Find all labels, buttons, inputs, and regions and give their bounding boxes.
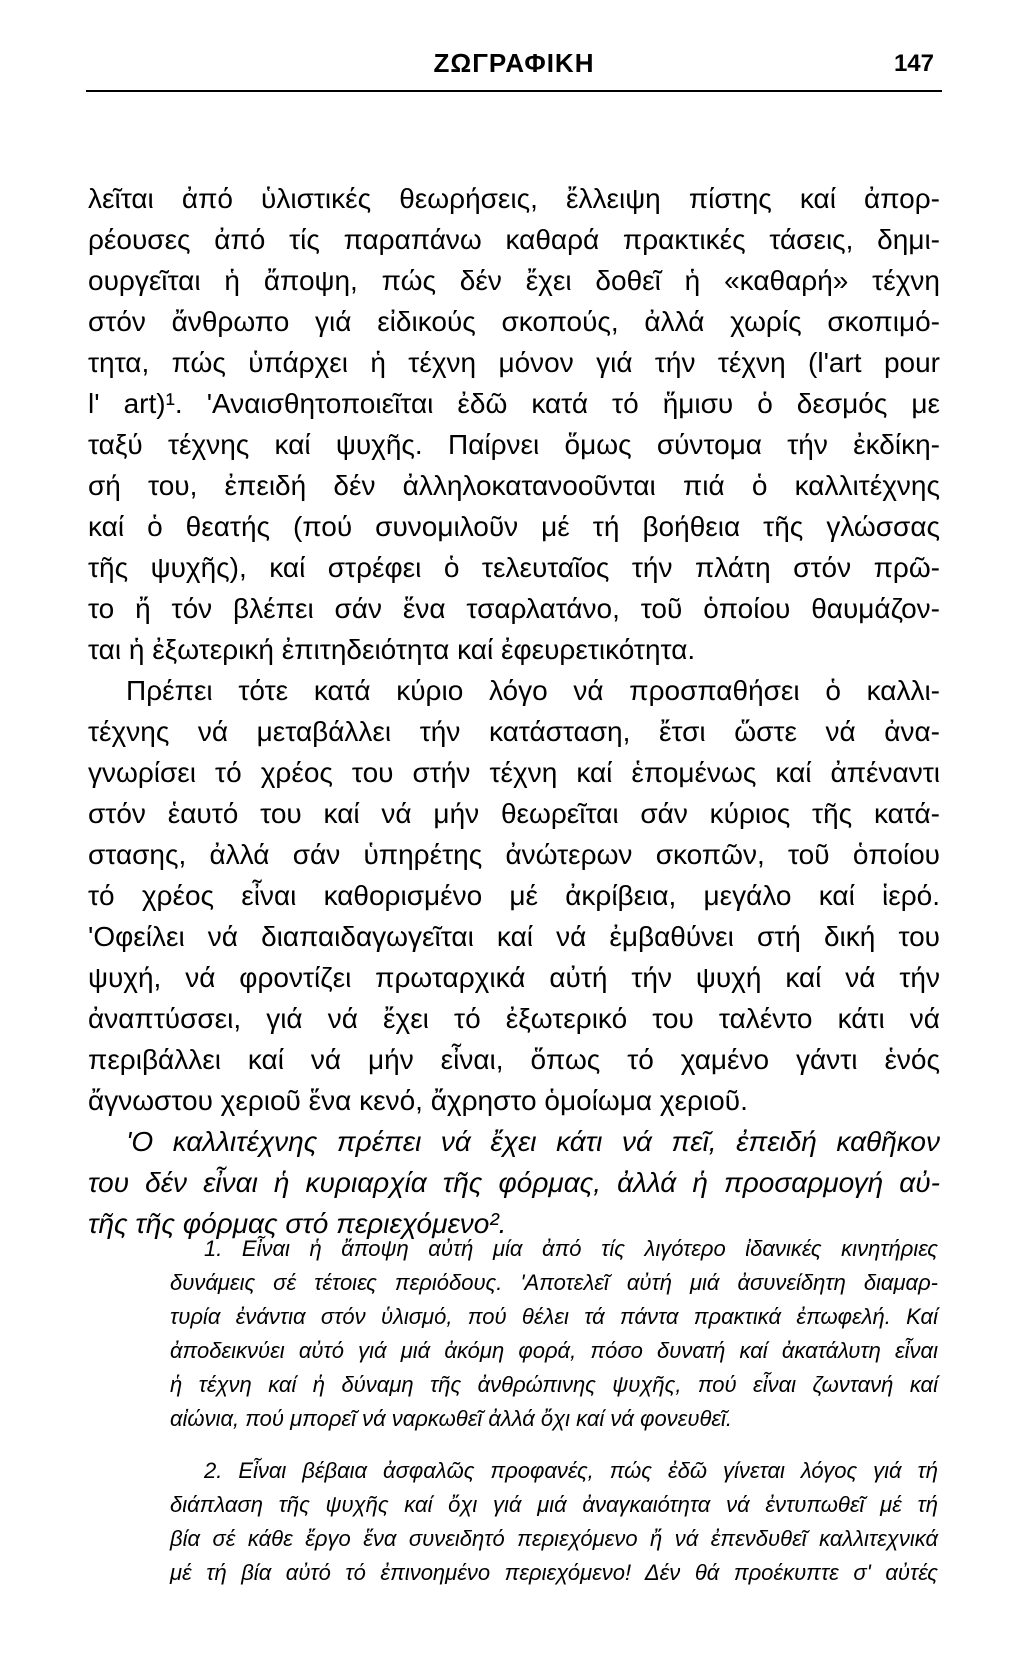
- text-line: τῆς τῆς φόρμας στό περιεχόμενο².: [88, 1208, 507, 1239]
- page-header: [88, 44, 940, 88]
- text-line: ψυχή, νά φροντίζει πρωταρχικά αὐτή τήν ψυχή καί νά τήν: [88, 962, 940, 993]
- text-line: l' art)¹. 'Αναισθητοποιεῖται ἐδῶ κατά τό ἥμισυ ὁ δεσμός με: [88, 388, 940, 419]
- text-line: το ἤ τόν βλέπει σάν ἕνα τσαρλατάνο, τοῦ ὁποίου θαυμάζον-: [88, 593, 940, 624]
- text-line: ἀναπτύσσει, γιά νά ἔχει τό ἐξωτερικό του ταλέντο κάτι νά: [88, 1003, 940, 1034]
- footnote-line: ἀποδεικνύει αὐτό γιά μιά ἀκόμη φορά, πόσο δυνατή καί ἀκατάλυτη εἶναι: [170, 1338, 938, 1363]
- page-number: 147: [893, 50, 934, 77]
- text-line: γνωρίσει τό χρέος του στήν τέχνη καί ἑπομένως καί ἀπέναντι: [88, 757, 940, 788]
- text-line: καί ὁ θεατής (πού συνομιλοῦν μέ τή βοήθεια τῆς γλώσσας: [88, 511, 940, 542]
- footnote-line: μέ τή βία αὐτό τό ἐπινοημένο περιεχόμενο! Δέν θά προέκυπτε σ' αὐτές: [170, 1560, 938, 1585]
- footnote-line: τυρία ἐνάντια στόν ὑλισμό, πού θέλει τά πάντα πρακτικά ἐπωφελή. Καί: [170, 1304, 938, 1329]
- text-line: του δέν εἶναι ἡ κυριαρχία τῆς φόρμας, ἀλλά ἡ προσαρμογή αὐ-: [88, 1167, 940, 1198]
- text-line: 'Ο καλλιτέχνης πρέπει νά ἔχει κάτι νά πεῖ, ἐπειδή καθῆκον: [126, 1126, 940, 1157]
- text-line: ταξύ τέχνης καί ψυχῆς. Παίρνει ὅμως σύντομα τήν ἐκδίκη-: [88, 429, 940, 460]
- text-line: τέχνης νά μεταβάλλει τήν κατάσταση, ἔτσι ὥστε νά ἀνα-: [88, 716, 940, 747]
- footnote-1: [170, 1232, 938, 1436]
- footnote-line: διάπλαση τῆς ψυχῆς καί ὄχι γιά μιά ἀναγκαιότητα νά ἐντυπωθεῖ μέ τή: [170, 1492, 938, 1517]
- footnote-line: ἡ τέχνη καί ἡ δύναμη τῆς ἀνθρώπινης ψυχῆς, πού εἶναι ζωντανή καί: [170, 1372, 938, 1397]
- text-line: τῆς ψυχῆς), καί στρέφει ὁ τελευταῖος τήν πλάτη στόν πρῶ-: [88, 552, 940, 583]
- running-title: ΖΩΓΡΑΦΙΚΗ: [433, 48, 595, 78]
- footnote-line: βία σέ κάθε ἔργο ἕνα συνειδητό περιεχόμενο ἤ νά ἐπενδυθεῖ καλλιτεχνικά: [170, 1526, 938, 1551]
- text-line: σή του, ἐπειδή δέν ἀλληλοκατανοοῦνται πιά ὁ καλλιτέχνης: [88, 470, 940, 501]
- text-line: στασης, ἀλλά σάν ὑπηρέτης ἀνώτερων σκοπῶν, τοῦ ὁποίου: [88, 839, 940, 870]
- text-line: ουργεῖται ἡ ἄποψη, πώς δέν ἔχει δοθεῖ ἡ «καθαρή» τέχνη: [88, 265, 940, 296]
- text-line: τό χρέος εἶναι καθορισμένο μέ ἀκρίβεια, μεγάλο καί ἱερό.: [88, 880, 940, 911]
- header-rule: [86, 90, 942, 92]
- footnotes: [170, 1232, 938, 1608]
- footnote-line: αἰώνια, πού μπορεῖ νά ναρκωθεῖ ἀλλά ὄχι καί νά φονευθεῖ.: [170, 1406, 733, 1431]
- footnote-2: [170, 1454, 938, 1590]
- text-line: ρέουσες ἀπό τίς παραπάνω καθαρά πρακτικές τάσεις, δημι-: [88, 224, 940, 255]
- footnote-line: 2. Εἶναι βέβαια ἀσφαλῶς προφανές, πώς ἐδῶ γίνεται λόγος γιά τή: [204, 1458, 938, 1483]
- footnote-line: δυνάμεις σέ τέτοιες περιόδους. 'Αποτελεῖ αὐτή μιά ἀσυνείδητη διαμαρ-: [170, 1270, 938, 1295]
- text-line: τητα, πώς ὑπάρχει ἡ τέχνη μόνον γιά τήν τέχνη (l'art pour: [88, 347, 940, 378]
- text-line: περιβάλλει καί νά μήν εἶναι, ὅπως τό χαμένο γάντι ἑνός: [88, 1044, 940, 1075]
- main-text: [88, 178, 940, 1244]
- text-line: στόν ἑαυτό του καί νά μήν θεωρεῖται σάν κύριος τῆς κατά-: [88, 798, 940, 829]
- text-line: 'Οφείλει νά διαπαιδαγωγεῖται καί νά ἐμβαθύνει στή δική του: [88, 921, 940, 952]
- text-line: λεῖται ἀπό ὑλιστικές θεωρήσεις, ἔλλειψη πίστης καί ἀπορ-: [88, 183, 940, 214]
- text-line: ται ἡ ἐξωτερική ἐπιτηδειότητα καί ἐφευρετικότητα.: [88, 634, 696, 665]
- text-line: Πρέπει τότε κατά κύριο λόγο νά προσπαθήσει ὁ καλλι-: [126, 675, 940, 706]
- text-line: ἄγνωστου χεριοῦ ἕνα κενό, ἄχρηστο ὁμοίωμα χεριοῦ.: [88, 1085, 748, 1116]
- footnote-line: 1. Εἶναι ἡ ἄποψη αὐτή μία ἀπό τίς λιγότερο ἰδανικές κινητήριες: [204, 1236, 938, 1261]
- text-line: στόν ἄνθρωπο γιά εἰδικούς σκοπούς, ἀλλά χωρίς σκοπιμό-: [88, 306, 940, 337]
